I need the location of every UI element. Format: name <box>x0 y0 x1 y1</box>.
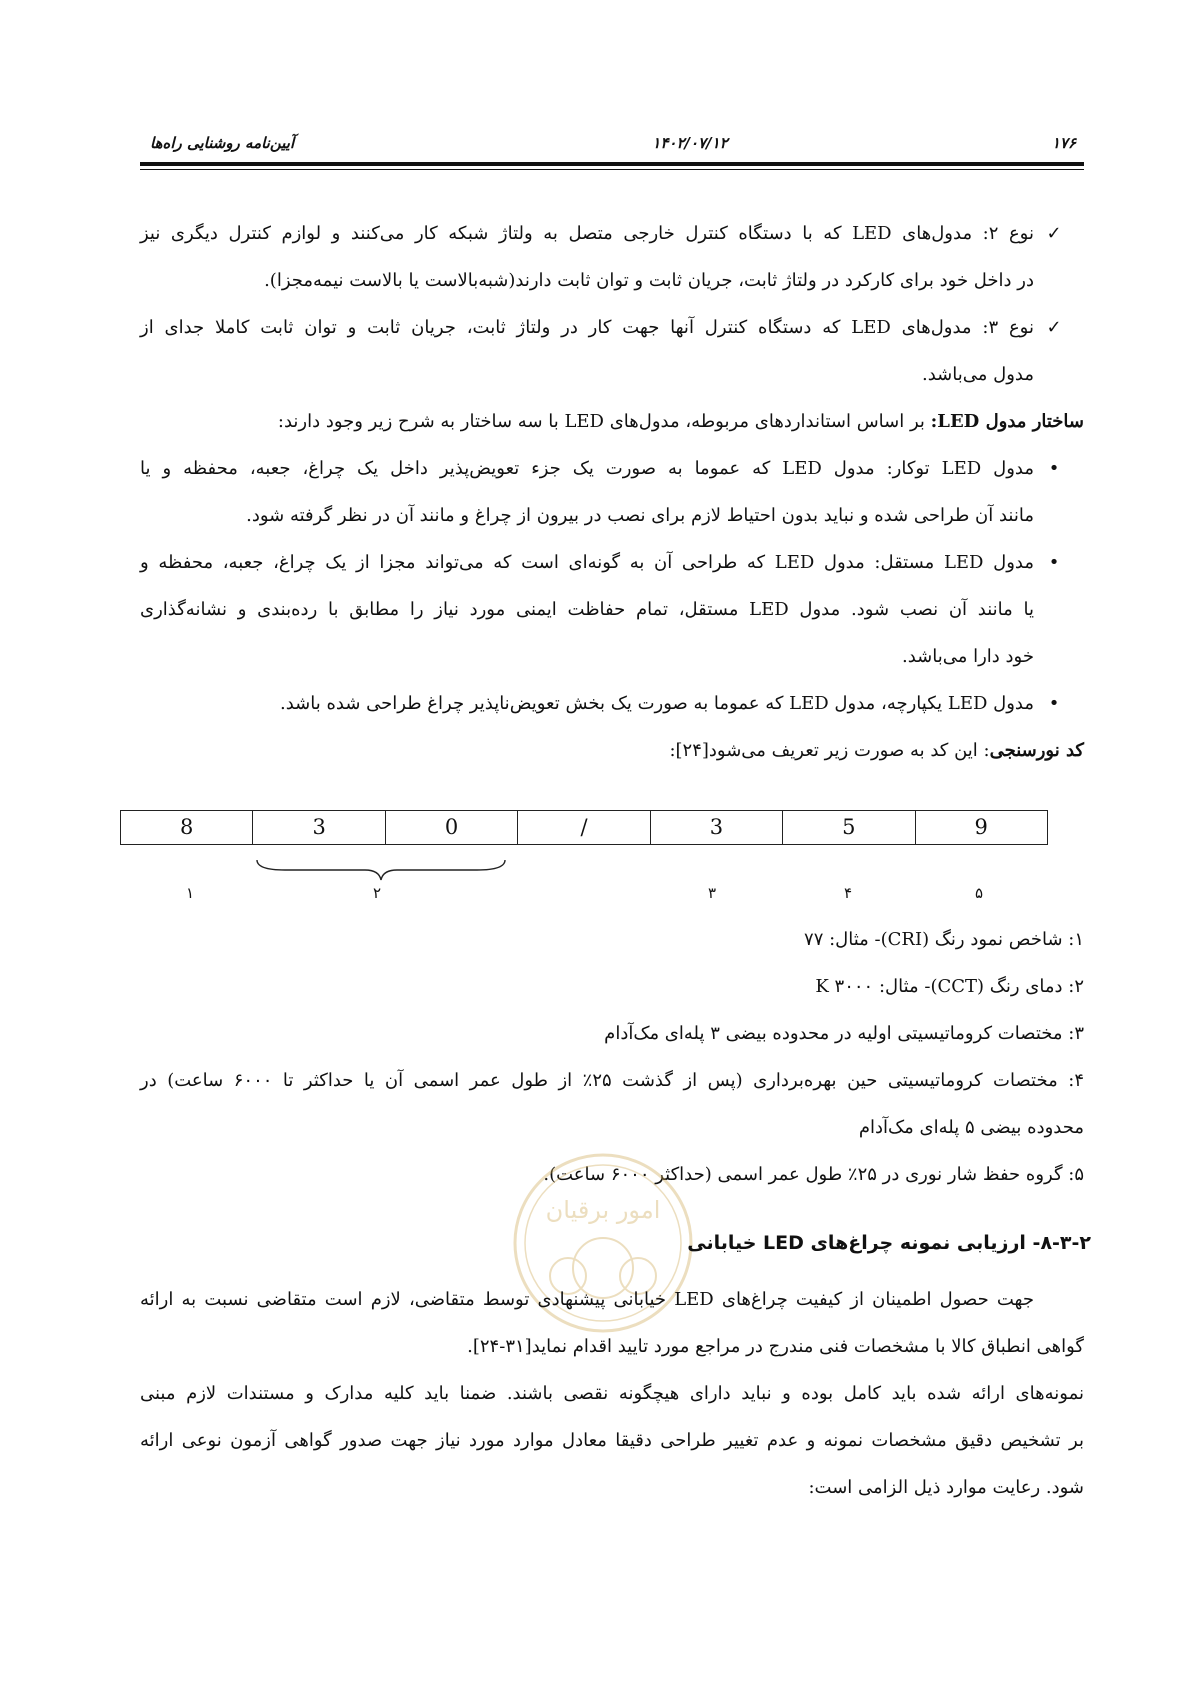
bullet-icon: • <box>1048 693 1060 714</box>
type-list <box>140 210 1084 398</box>
code-index: ۳ <box>708 884 717 902</box>
code-cell: 3 <box>651 811 783 844</box>
para1-line1: جهت حصول اطمینان از کیفیت چراغ‌های LED خیابانی پیشنهادی توسط متقاضی، لازم است متقاضی نسبت به ارائه <box>140 1289 1034 1310</box>
structure-paragraph <box>140 398 1084 445</box>
para2-line1: نمونه‌های ارائه شده باید کامل بوده و نباید دارای هیچگونه نقصی باشند. ضمنا باید کلیه مدارک و مستندات لازم مبنی <box>140 1383 1084 1404</box>
bullet-icon: • <box>1048 458 1060 479</box>
para2-line2: بر تشخیص دقیق مشخصات نمونه و عدم تغییر طراحی دقیقا معادل موارد مورد نیاز جهت صدور گواهی آزمون نوعی ارائه <box>140 1430 1084 1451</box>
code-cell: 8 <box>121 811 253 844</box>
type2-line1: نوع ۲: مدول‌های LED که با دستگاه کنترل خارجی متصل به ولتاژ شبکه کار می‌کنند و لوازم کنترل دیگری نیز <box>140 223 1034 244</box>
para1-line2: گواهی انطباق کالا با مشخصات فنی مندرج در مراجع مورد تایید اقدام نماید[۳۱-۲۴]. <box>467 1336 1084 1357</box>
type3-line1: نوع ۳: مدول‌های LED که دستگاه کنترل آنها جهت کار در ولتاژ ثابت، جریان ثابت و توان ثابت کاملا جدای از <box>140 317 1034 338</box>
photometric-label: کد نورسنجی <box>989 740 1084 761</box>
header-rule-thick <box>140 162 1084 166</box>
code-cell: 9 <box>974 815 988 839</box>
definition-line: ۲: دمای رنگ (CCT)- مثال: K ۳۰۰۰ <box>815 976 1084 997</box>
list-item-type3 <box>140 304 1084 398</box>
watermark-text: امور برقیان <box>545 1196 661 1224</box>
code-cell: 3 <box>253 811 385 844</box>
header-title: آیین‌نامه روشنایی راه‌ها <box>150 134 295 152</box>
module-type-list <box>140 445 1084 727</box>
bullet1-line2: مانند آن طراحی شده و نباید بدون احتیاط لازم برای نصب در بیرون از چراغ و مانند آن در نظر گرفته شود. <box>246 505 1034 526</box>
code-cell: 5 <box>783 811 915 844</box>
definition-line: ۴: مختصات کروماتیسیتی حین بهره‌برداری (پس از گذشت ۲۵٪ از طول عمر اسمی آن یا حداکثر تا ۶۰۰۰ ساعت) در <box>140 1070 1084 1091</box>
code-index: ۴ <box>844 884 853 902</box>
list-item <box>140 445 1084 539</box>
structure-label: ساختار مدول LED: <box>930 411 1084 432</box>
evaluation-paragraph-1 <box>140 1276 1084 1370</box>
bullet2-line1: مدول LED مستقل: مدول LED که طراحی آن به گونه‌ای است که می‌تواند مجزا از یک چراغ، جعبه، محفظه و <box>140 552 1034 573</box>
definition-line: محدوده بیضی ۵ پله‌ای مک‌آدام <box>858 1117 1084 1138</box>
list-item <box>140 680 1084 727</box>
running-header <box>140 128 1084 158</box>
evaluation-paragraph-2 <box>140 1370 1084 1511</box>
list-item <box>140 539 1084 680</box>
check-icon: ✓ <box>1046 317 1062 338</box>
code-cell: / <box>518 811 650 844</box>
para2-line3: شود. رعایت موارد ذیل الزامی است: <box>808 1477 1084 1498</box>
bullet1-line1: مدول LED توکار: مدول LED که عموما به صورت یک جزء تعویض‌پذیر داخل یک چراغ، جعبه، محفظه و یا <box>140 458 1034 479</box>
list-item-type2 <box>140 210 1084 304</box>
definition-line: ۳: مختصات کروماتیسیتی اولیه در محدوده بیضی ۳ پله‌ای مک‌آدام <box>604 1023 1084 1044</box>
photometric-paragraph <box>140 727 1084 774</box>
code-index: ۱ <box>186 884 195 902</box>
bullet-icon: • <box>1048 552 1060 573</box>
definition-line: ۵: گروه حفظ شار نوری در ۲۵٪ طول عمر اسمی (حداکثر ۶۰۰۰ ساعت). <box>543 1164 1084 1185</box>
bullet2-line3: خود دارا می‌باشد. <box>902 646 1034 667</box>
check-icon: ✓ <box>1046 223 1062 244</box>
curly-brace-icon <box>255 858 507 882</box>
photometric-text: : این کد به صورت زیر تعریف می‌شود[۲۴]: <box>669 740 990 761</box>
structure-text: بر اساس استانداردهای مربوطه، مدول‌های LED با سه ساختار به شرح زیر وجود دارند: <box>277 411 931 432</box>
bullet2-line2: یا مانند آن نصب شود. مدول LED مستقل، تمام حفاظت ایمنی مورد نیاز را مطابق با رده‌بندی و نشانه‌گذاری <box>140 599 1034 620</box>
page-number: ۱۷۶ <box>1051 134 1076 152</box>
photometric-code-table <box>120 810 1048 845</box>
definition-line: ۱: شاخص نمود رنگ (CRI)- مثال: ۷۷ <box>804 929 1084 950</box>
type2-line2: در داخل خود برای کارکرد در ولتاژ ثابت، جریان ثابت و توان ثابت دارند(شبه‌بالاست یا بالاست نیمه‌مجزا). <box>264 270 1034 291</box>
code-index: ۲ <box>373 884 382 902</box>
code-cell: 0 <box>386 811 518 844</box>
header-rule-thin <box>140 169 1084 170</box>
code-index: ۵ <box>975 884 984 902</box>
section-heading: ۸-۳-۲- ارزیابی نمونه چراغ‌های LED خیابانی <box>687 1232 1091 1254</box>
bullet3-line1: مدول LED یکپارچه، مدول LED که عموما به صورت یک بخش تعویض‌ناپذیر چراغ طراحی شده باشد. <box>280 693 1034 714</box>
header-date: ۱۴۰۲/۰۷/۱۲ <box>652 134 728 152</box>
type3-line2: مدول می‌باشد. <box>922 364 1034 385</box>
